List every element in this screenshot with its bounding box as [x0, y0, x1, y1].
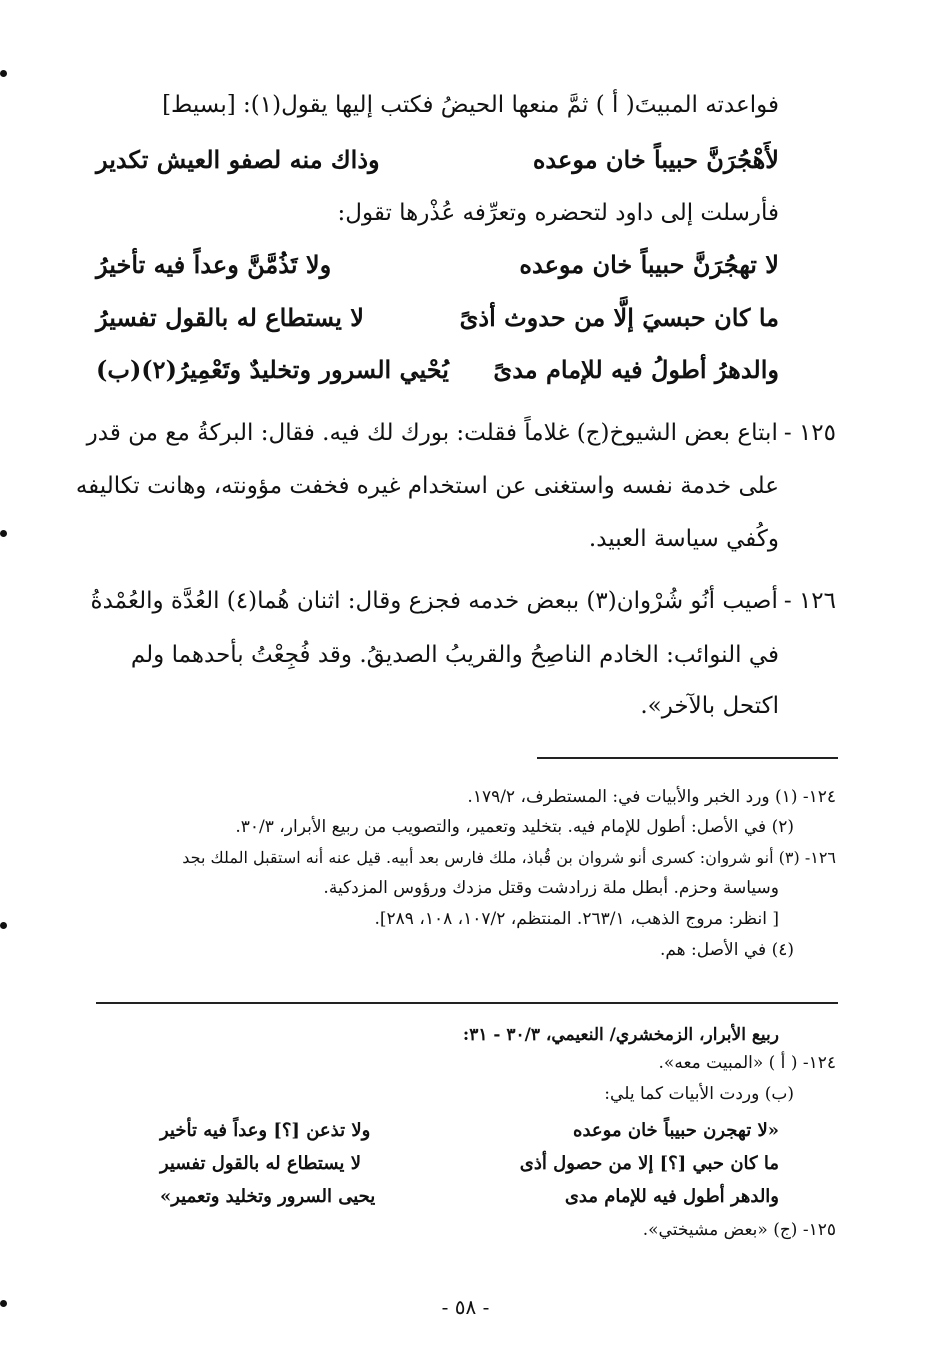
- footnote-separator: [537, 757, 838, 759]
- paragraph-126-line-1: [90, 588, 836, 614]
- footnote-3-cont: وسياسة وحزم. أبطل ملة زرادشت وقتل مزدك ورؤوس المزدكية.: [323, 878, 779, 898]
- footnote-1: ١٢٤- (١) ورد الخبر والأبيات في: المستطرف، ١٧٩/٢.: [467, 787, 836, 807]
- apparatus-verse-1: [160, 1120, 779, 1148]
- verse-hemistich-second: يحيى السرور وتخليد وتعمير»: [160, 1186, 376, 1207]
- verse-hemistich-second: لا يستطاع له بالقول تفسير: [160, 1153, 361, 1174]
- footnote-4: (٤) في الأصل: هم.: [659, 940, 794, 960]
- intro-line-1: فواعدته المبيتَ( أ ) ثمَّ منعها الحيضُ فكتب إليها يقول(١): [بسيط]: [162, 92, 779, 118]
- footnote-3: ١٢٦- (٣) أنو شروان: كسرى أنو شروان بن قُباذ، ملك فارس بعد أبيه. قيل عنه أنه استقبل الملك بجد: [182, 848, 836, 867]
- footnote-2: (٢) في الأصل: أطول للإمام فيه. بتخليد وتعمير، والتصويب من ربيع الأبرار، ٣٠/٣.: [235, 817, 794, 837]
- verse-hemistich-first: ما كان حبسيَ إلَّا من حدوث أذىً: [459, 303, 779, 332]
- paragraph-number: ١٢٥ -: [783, 420, 836, 446]
- verse-hemistich-first: «لا تهجرن حبيباً خان موعده: [573, 1120, 779, 1141]
- verse-hemistich-second: ولا تَذُمَّنَّ وعداً فيه تأخيرُ: [96, 250, 332, 279]
- paragraph-125-line-1: [86, 420, 836, 446]
- verse-hemistich-first: لأَهْجُرَنَّ حبيباً خان موعده: [532, 145, 779, 174]
- apparatus-verse-2: [160, 1153, 779, 1181]
- verse-line-1: [96, 145, 779, 185]
- margin-mark-1: [0, 70, 7, 77]
- verse-line-4: [96, 355, 779, 395]
- paragraph-text: ابتاع بعض الشيوخ(ج) غلاماً فقلت: بورك لك فيه. فقال: البركةُ مع من قدر: [86, 420, 778, 446]
- verse-hemistich-first: والدهر أطول فيه للإمام مدى: [564, 1186, 779, 1207]
- paragraph-125-line-3: وكُفي سياسة العبيد.: [588, 526, 779, 552]
- apparatus-note-c: ١٢٥- (ج) «بعض مشيختي».: [642, 1220, 836, 1240]
- verse-hemistich-first: لا تهجُرَنَّ حبيباً خان موعده: [519, 250, 779, 279]
- verse-line-3: [96, 303, 779, 343]
- paragraph-number: ١٢٦ -: [783, 588, 836, 614]
- footnote-3-ref: [ انظر: مروج الذهب، ٢٦٣/١. المنتظم، ١٠٧/٢، ١٠٨، ٢٨٩].: [374, 909, 779, 929]
- verse-hemistich-second: وذاك منه لصفو العيش تكدير: [96, 145, 380, 174]
- apparatus-verse-3: [160, 1186, 779, 1214]
- page-number: - ٥٨ -: [441, 1295, 490, 1319]
- verse-line-2: [96, 250, 779, 290]
- verse-hemistich-first: والدهرُ أطولُ فيه للإمام مدىً: [493, 355, 779, 384]
- paragraph-126-line-2: في النوائب: الخادم الناصِحُ والقريبُ الصديقُ. وقد فُجِعْتُ بأحدهما ولم: [130, 642, 779, 668]
- verse-hemistich-second: لا يستطاع له بالقول تفسيرُ: [96, 303, 364, 332]
- apparatus-note-a: ١٢٤- ( أ ) «المبيت معه».: [658, 1053, 836, 1073]
- verse-hemistich-second: ولا تذعن [؟] وعداً فيه تأخير: [160, 1120, 371, 1141]
- intro-line-2: فأرسلت إلى داود لتحضره وتعرِّفه عُذْرها تقول:: [337, 200, 779, 226]
- apparatus-note-b: (ب) وردت الأبيات كما يلي:: [604, 1084, 794, 1104]
- apparatus-separator: [96, 1002, 838, 1004]
- verse-hemistich-first: ما كان حبي [؟] إلا من حصول أذى: [519, 1153, 779, 1174]
- margin-mark-3: [0, 922, 7, 929]
- margin-mark-2: [0, 530, 7, 537]
- verse-hemistich-second: يُحْيي السرور وتخليدٌ وتَعْمِيرُ(٢)(ب): [96, 355, 449, 384]
- apparatus-source: ربيع الأبرار، الزمخشري/ النعيمي، ٣٠/٣ - ٣١:: [462, 1025, 779, 1045]
- paragraph-125-line-2: على خدمة نفسه واستغنى عن استخدام غيره فخفت مؤونته، وهانت تكاليفه: [75, 473, 779, 499]
- paragraph-126-line-3: اكتحل بالآخر».: [640, 693, 779, 719]
- paragraph-text: أصيب أنُو شُرْوان(٣) ببعض خدمه فجزع وقال: اثنان هُما(٤) العُدَّة والعُمْدةُ: [90, 588, 778, 614]
